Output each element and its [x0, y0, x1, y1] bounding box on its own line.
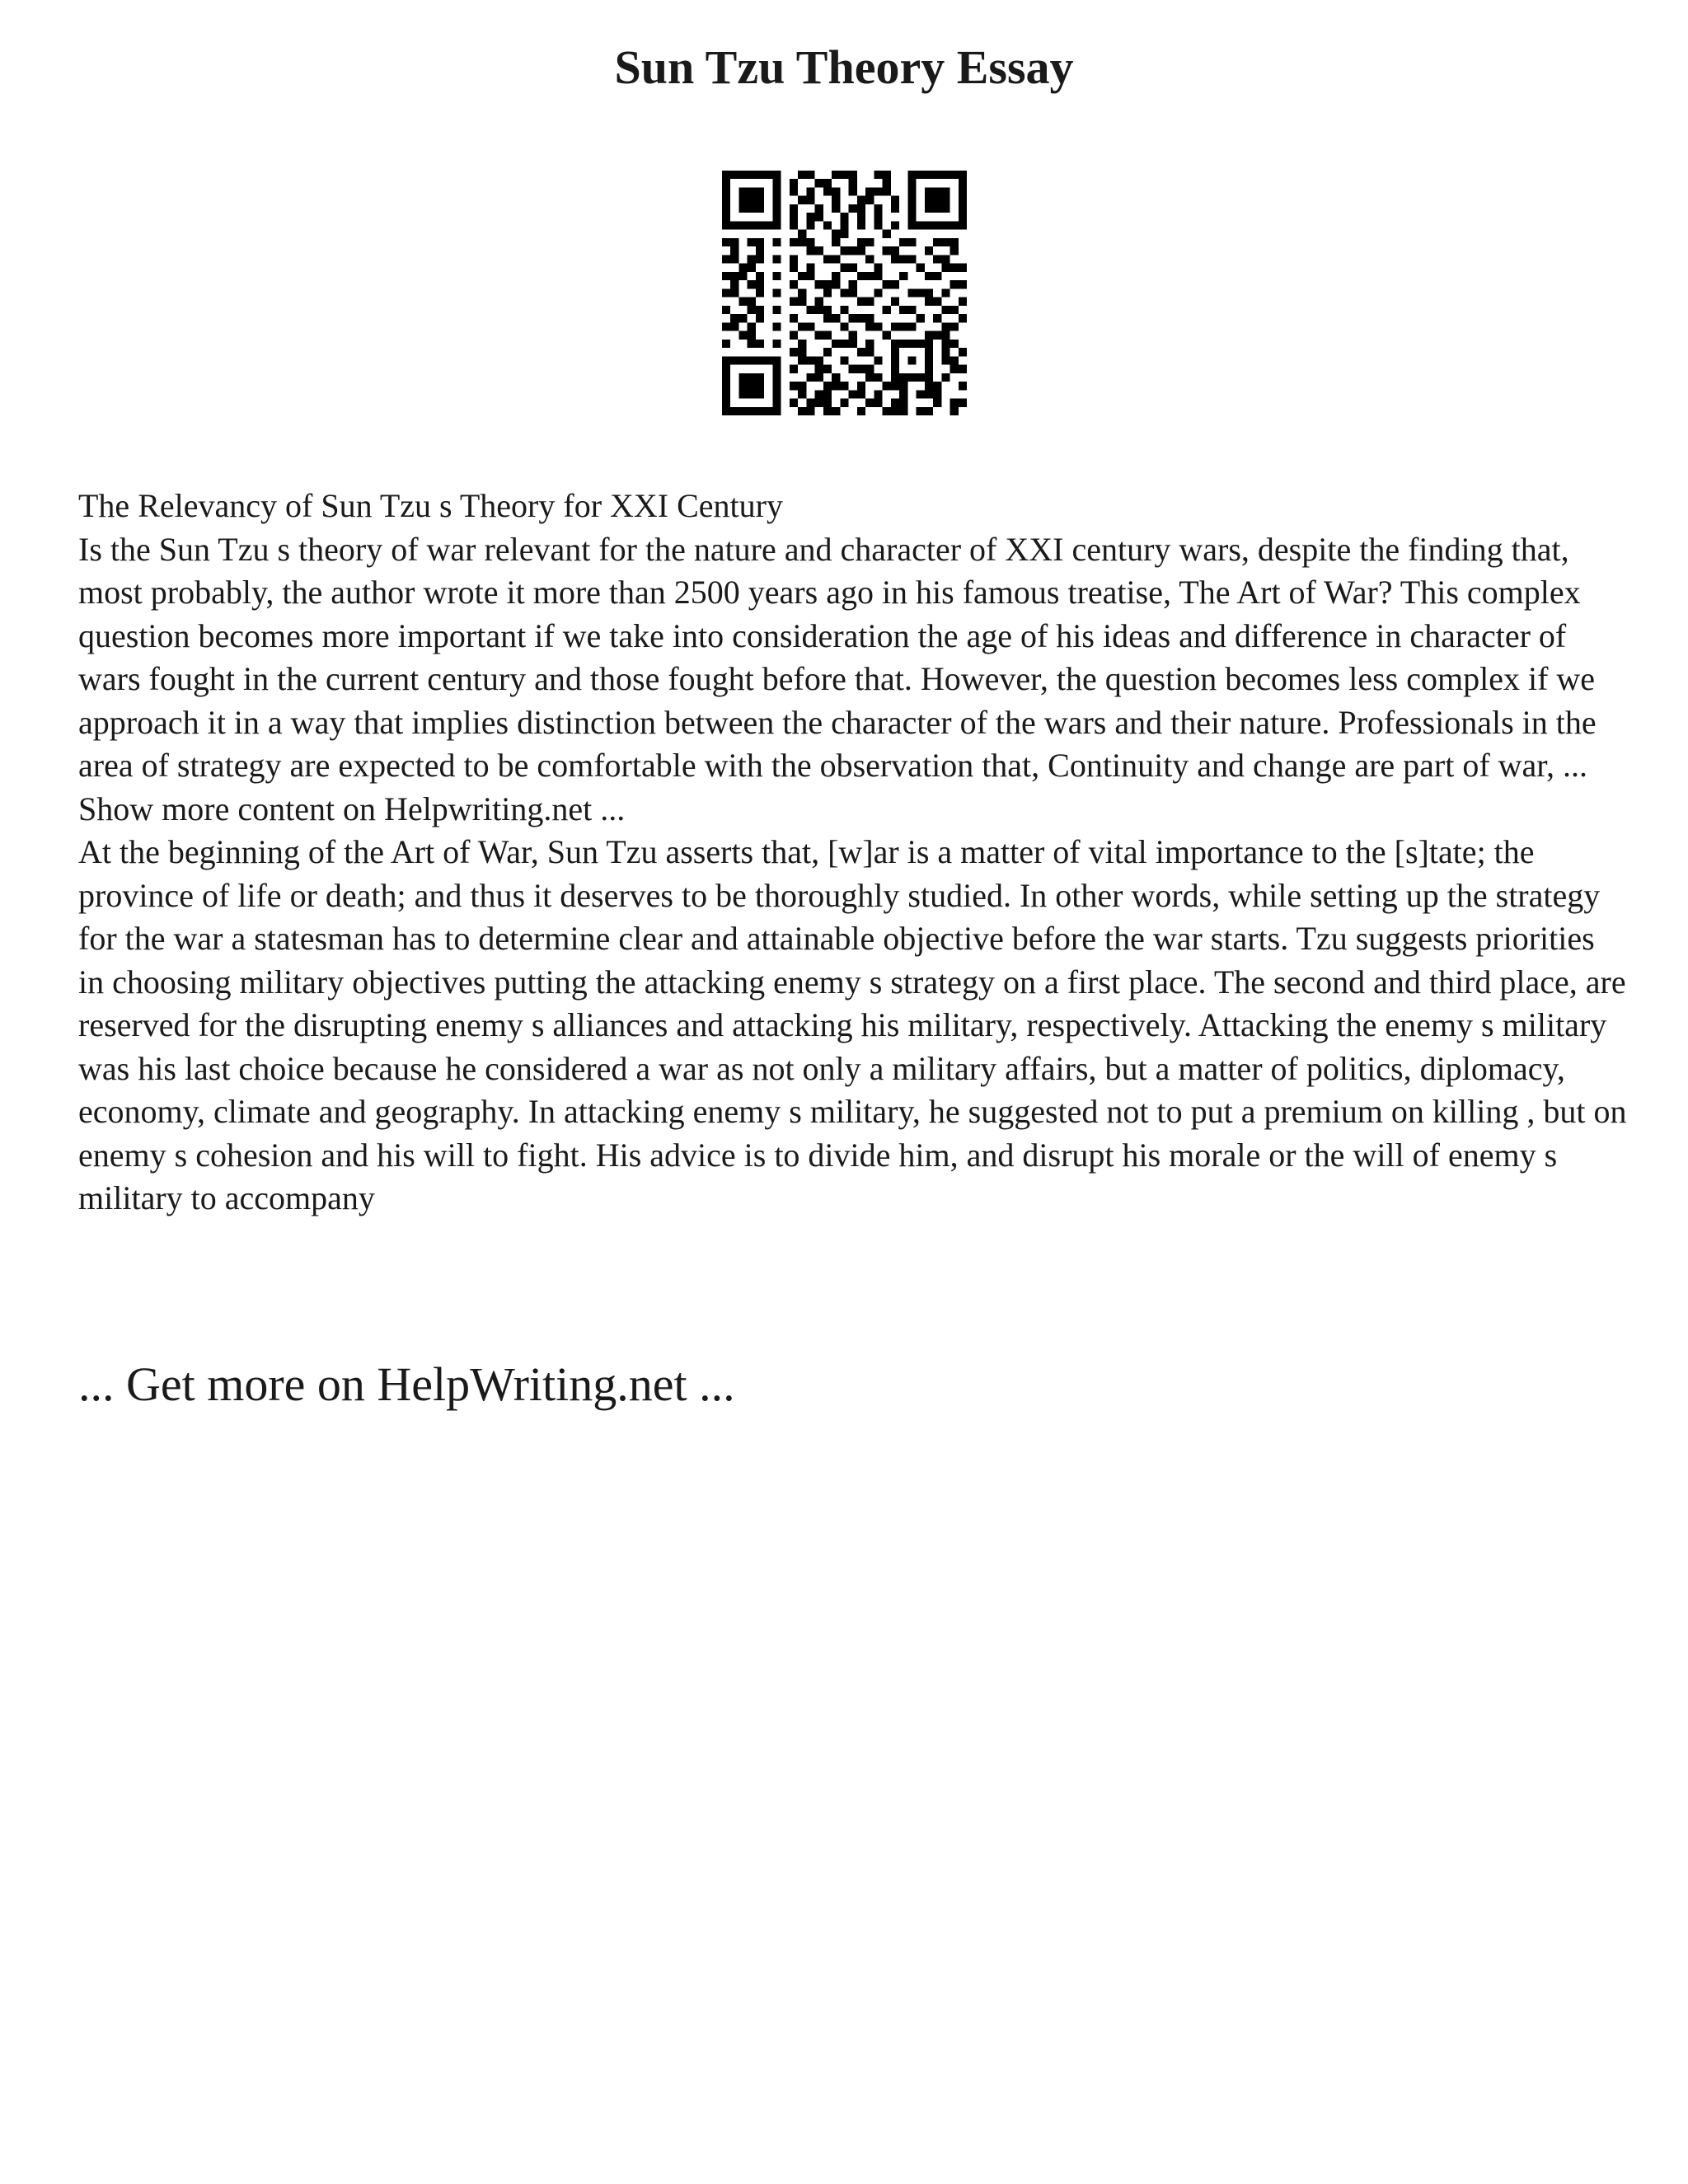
get-more-link[interactable]: ... Get more on HelpWriting.net ...: [78, 1357, 735, 1411]
essay-paragraph-1: Is the Sun Tzu s theory of war relevant for the nature and character of XXI century wars, despite the finding that, most probably, the author wrote it more than 2500 years ago in his famous treatise, The Art of War? This complex question becomes more important if we take into consideration the age of his ideas and difference in character of wars fought in the current century and those fought before that. However, the question becomes less complex if we approach it in a way that implies distinction between the character of the wars and their nature. Professionals in the area of strategy are expected to be comfortable with the observation that, Continuity and change are part of war, ... Show more content on Helpwriting.net ...: [78, 530, 1597, 827]
qr-code-icon: [722, 171, 967, 415]
page-title: Sun Tzu Theory Essay: [614, 40, 1074, 94]
essay-paragraph-2: At the beginning of the Art of War, Sun Tzu asserts that, [w]ar is a matter of vital importance to the [s]tate; the province of life or death; and thus it deserves to be thoroughly studied. In other words, while setting up the strategy for the war a statesman has to determine clear and attainable objective before the war starts. Tzu suggests priorities in choosing military objectives putting the attacking enemy s strategy on a first place. The second and third place, are reserved for the disrupting enemy s alliances and attacking his military, respectively. Attacking the enemy s military was his last choice because he considered a war as not only a military affairs, but a matter of politics, diplomacy, economy, climate and geography. In attacking enemy s military, he suggested not to put a premium on killing , but on enemy s cohesion and his will to fight. His advice is to divide him, and disrupt his morale or the will of enemy s military to accompany: [78, 833, 1627, 1216]
essay-subtitle: The Relevancy of Sun Tzu s Theory for XXI Century: [78, 487, 783, 524]
essay-body: [78, 485, 1628, 1221]
qr-code-graphic: [722, 171, 967, 415]
